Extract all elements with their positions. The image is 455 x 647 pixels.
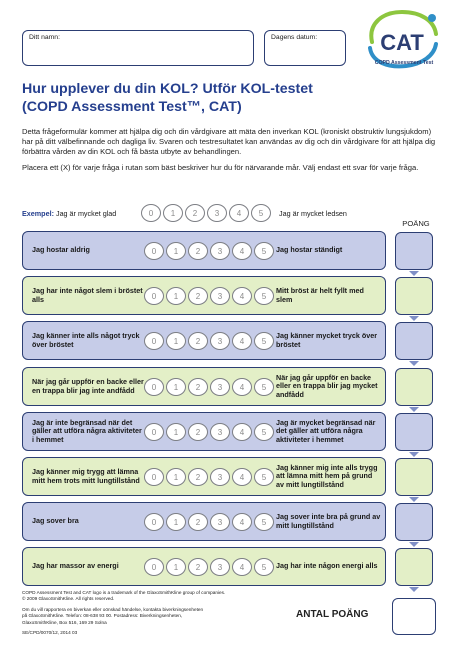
score-box-3[interactable] [395, 322, 433, 360]
answer-option-4[interactable]: 4 [232, 558, 252, 576]
question-row-2 [22, 276, 386, 315]
intro-paragraph: Detta frågeformulär kommer att hjälpa dig och din vårdgivare att mäta den inverkan KOL (kroniskt obstruktiv lungsjukdom) har på ditt välbefinnande och dagliga liv. Svaren och testresultatet kan användas av dig och din vårdgivare för att hjälpa dig förbättra vården av din KOL och få bästa utbyte av behandlingen. [22, 127, 436, 156]
score-box-7[interactable] [395, 503, 433, 541]
page-subtitle: (COPD Assessment Test™, CAT) [22, 99, 242, 115]
question-left-label: Jag sover bra [32, 516, 79, 526]
down-arrow-icon [409, 361, 419, 366]
question-right-label: Jag har inte någon energi alls [276, 561, 378, 571]
answer-option-0[interactable]: 0 [144, 242, 164, 260]
footer-document-code: SE/CPD/0070/12, 2014 03 [22, 630, 78, 636]
example-row [22, 204, 442, 222]
question-right-label: Jag sover inte bra på grund av mitt lungtillstånd [276, 511, 381, 530]
footer-copyright: © 2009 GlaxoSmithKline. All rights reserved. [22, 596, 115, 602]
answer-option-1[interactable]: 1 [166, 378, 186, 396]
answer-scale [144, 558, 274, 576]
page-title: Hur upplever du din KOL? Utför KOL-testet [22, 81, 313, 97]
example-option-1: 1 [163, 204, 183, 222]
question-right-label: När jag går uppför en backe eller en trappa blir jag mycket andfådd [276, 372, 378, 399]
question-row-4 [22, 367, 386, 406]
answer-scale [144, 332, 274, 350]
name-field[interactable] [22, 30, 254, 66]
question-row-3 [22, 321, 386, 360]
question-row-7 [22, 502, 386, 541]
total-score-label: ANTAL POÄNG [296, 609, 369, 620]
answer-option-1[interactable]: 1 [166, 287, 186, 305]
footer [22, 590, 312, 636]
score-box-4[interactable] [395, 368, 433, 406]
answer-option-4[interactable]: 4 [232, 378, 252, 396]
example-option-0: 0 [141, 204, 161, 222]
answer-option-1[interactable]: 1 [166, 242, 186, 260]
example-right-label: Jag är mycket ledsen [279, 209, 347, 218]
example-option-4: 4 [229, 204, 249, 222]
answer-scale [144, 423, 274, 441]
down-arrow-icon [409, 316, 419, 321]
answer-option-2[interactable]: 2 [188, 287, 208, 305]
answer-option-4[interactable]: 4 [232, 468, 252, 486]
answer-option-3[interactable]: 3 [210, 468, 230, 486]
example-option-3: 3 [207, 204, 227, 222]
answer-scale [144, 513, 274, 531]
answer-option-1[interactable]: 1 [166, 423, 186, 441]
footer-trademark: COPD Assessment Test and CAT logo is a trademark of the GlaxoSmithKline group of companies. [22, 590, 226, 595]
answer-option-3[interactable]: 3 [210, 332, 230, 350]
example-prefix: Exempel: [22, 209, 54, 218]
down-arrow-icon [409, 271, 419, 276]
answer-scale [144, 378, 274, 396]
question-right-label: Jag hostar ständigt [276, 245, 343, 255]
down-arrow-icon [409, 587, 419, 592]
answer-option-5[interactable]: 5 [254, 558, 274, 576]
total-score-box[interactable] [392, 598, 436, 635]
answer-option-0[interactable]: 0 [144, 423, 164, 441]
score-header: POÄNG [402, 219, 430, 228]
date-field[interactable] [264, 30, 346, 66]
answer-option-3[interactable]: 3 [210, 378, 230, 396]
answer-option-0[interactable]: 0 [144, 332, 164, 350]
question-right-label: Jag känner mig inte alls trygg att lämna mitt hem på grund av mitt lungtillstånd [276, 462, 378, 489]
answer-option-2[interactable]: 2 [188, 242, 208, 260]
answer-option-3[interactable]: 3 [210, 287, 230, 305]
logo-wordmark: CAT [380, 30, 424, 55]
answer-option-1[interactable]: 1 [166, 468, 186, 486]
example-option-2: 2 [185, 204, 205, 222]
example-option-5: 5 [251, 204, 271, 222]
answer-scale [144, 242, 274, 260]
answer-option-4[interactable]: 4 [232, 242, 252, 260]
down-arrow-icon [409, 497, 419, 502]
answer-option-4[interactable]: 4 [232, 287, 252, 305]
down-arrow-icon [409, 542, 419, 547]
question-row-8 [22, 547, 386, 586]
footer-report-line1: Om du vill rapportera en biverkan eller oönskad händelse, kontakta biverkningsenheten [22, 606, 204, 612]
question-left-label: Jag har inte något slem i bröstet alls [32, 285, 143, 304]
question-right-label: Jag känner mycket tryck över bröstet [276, 330, 378, 349]
answer-scale [144, 287, 274, 305]
answer-option-4[interactable]: 4 [232, 513, 252, 531]
answer-option-2[interactable]: 2 [188, 423, 208, 441]
score-box-1[interactable] [395, 232, 433, 270]
question-row-5 [22, 412, 386, 451]
answer-option-3[interactable]: 3 [210, 242, 230, 260]
question-left-label: Jag känner mig trygg att lämna mitt hem trots mitt lungtillstånd [32, 466, 140, 485]
question-row-6 [22, 457, 386, 496]
date-field-label: Dagens datum: [271, 34, 318, 41]
down-arrow-icon [409, 407, 419, 412]
answer-option-1[interactable]: 1 [166, 558, 186, 576]
example-left-text [22, 209, 116, 218]
answer-option-2[interactable]: 2 [188, 558, 208, 576]
example-scale [141, 204, 271, 222]
answer-option-3[interactable]: 3 [210, 513, 230, 531]
answer-option-2[interactable]: 2 [188, 468, 208, 486]
answer-option-3[interactable]: 3 [210, 423, 230, 441]
down-arrow-icon [409, 452, 419, 457]
answer-option-5[interactable]: 5 [254, 287, 274, 305]
answer-option-5[interactable]: 5 [254, 468, 274, 486]
score-box-6[interactable] [395, 458, 433, 496]
answer-option-0[interactable]: 0 [144, 468, 164, 486]
answer-option-5[interactable]: 5 [254, 378, 274, 396]
question-left-label: Jag känner inte alls något tryck över bröstet [32, 330, 140, 349]
answer-option-5[interactable]: 5 [254, 332, 274, 350]
score-box-8[interactable] [395, 548, 433, 586]
score-box-5[interactable] [395, 413, 433, 451]
question-row-1 [22, 231, 386, 270]
answer-option-5[interactable]: 5 [254, 423, 274, 441]
answer-option-5[interactable]: 5 [254, 242, 274, 260]
answer-option-4[interactable]: 4 [232, 332, 252, 350]
answer-option-0[interactable]: 0 [144, 513, 164, 531]
footer-report-line3: GlaxoSmithKline, Box 516, 169 29 Solna [22, 619, 107, 625]
example-left-label: Jag är mycket glad [55, 209, 117, 218]
question-left-label: När jag går uppför en backe eller en trappa blir jag inte andfådd [32, 376, 144, 395]
answer-option-1[interactable]: 1 [166, 513, 186, 531]
answer-option-2[interactable]: 2 [188, 378, 208, 396]
answer-option-2[interactable]: 2 [188, 513, 208, 531]
instructions-paragraph: Placera ett (X) för varje fråga i rutan som bäst beskriver hur du för närvarande mår. Välj endast ett svar för varje fråga. [22, 163, 419, 172]
question-right-label: Mitt bröst är helt fyllt med slem [276, 285, 364, 304]
answer-option-1[interactable]: 1 [166, 332, 186, 350]
question-left-label: Jag hostar aldrig [32, 245, 90, 255]
answer-option-0[interactable]: 0 [144, 558, 164, 576]
answer-option-5[interactable]: 5 [254, 513, 274, 531]
question-left-label: Jag har massor av energi [32, 561, 119, 571]
answer-option-2[interactable]: 2 [188, 332, 208, 350]
answer-option-3[interactable]: 3 [210, 558, 230, 576]
name-field-label: Ditt namn: [29, 34, 60, 41]
answer-option-0[interactable]: 0 [144, 287, 164, 305]
answer-option-0[interactable]: 0 [144, 378, 164, 396]
question-left-label: Jag är inte begränsad när det gäller att utföra några aktiviteter i hemmet [32, 417, 142, 444]
question-right-label: Jag är mycket begränsad när det gäller att utföra några aktiviteter i hemmet [276, 417, 376, 444]
score-box-2[interactable] [395, 277, 433, 315]
footer-report-line2: på GlaxoSmithKline. Telefon: 08-638 93 00. Postadress: Biverkningsenheten, [22, 613, 183, 619]
logo-subtitle: COPD Assessment Test [374, 60, 434, 66]
answer-option-4[interactable]: 4 [232, 423, 252, 441]
answer-scale [144, 468, 274, 486]
